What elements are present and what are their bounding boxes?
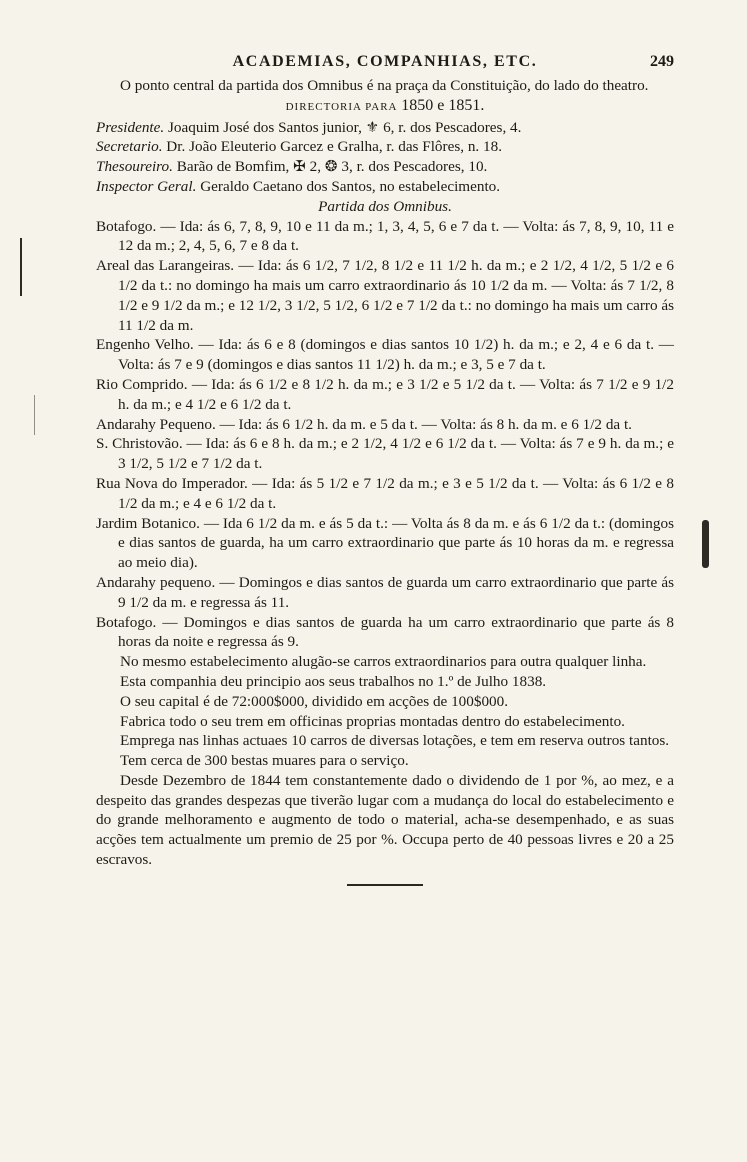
directory-member bbox=[96, 157, 674, 177]
body-paragraph: Tem cerca de 300 bestas muares para o serviço. bbox=[120, 752, 409, 770]
closing-rule bbox=[347, 884, 423, 886]
member-role: Presidente. bbox=[96, 118, 165, 136]
directory-label: DIRECTORIA PARA bbox=[285, 100, 398, 113]
body-paragraph: Fabrica todo o seu trem em officinas proprias montadas dentro do estabelecimento. bbox=[120, 712, 625, 730]
member-role: Inspector Geral. bbox=[96, 177, 197, 195]
directory-member bbox=[96, 137, 674, 157]
member-role: Secretario. bbox=[96, 138, 163, 156]
member-text: Dr. João Eleuterio Garcez e Gralha, r. das Flôres, n. 18. bbox=[166, 138, 503, 156]
member-text: Joaquim José dos Santos junior, ⚜ 6, r. dos Pescadores, 4. bbox=[167, 118, 522, 136]
schedule-entry: Botafogo. — Domingos e dias santos de guarda ha um carro extraordinario que parte ás 8 horas da noite e regressa ás 9. bbox=[96, 613, 674, 651]
page-number: 249 bbox=[650, 53, 674, 70]
body-paragraph: Desde Dezembro de 1844 tem constantemente dado o dividendo de 1 por %, ao mez, e a despeito das grandes despezas que tiverão lugar com a mudança do local do estabelecimento e do grande melhoramento e augmento de todo o material, acha-se desempenhado, e as suas acções tem actualmente um premio de 25 por %. Occupa perto de 40 pessoas livres e 20 a 25 escravos. bbox=[96, 771, 674, 869]
schedule-entry: Andarahy pequeno. — Domingos e dias santos de guarda um carro extraordinario que parte ás 9 1/2 da m. e regressa ás 11. bbox=[96, 573, 674, 611]
schedule-entry: Botafogo. — Ida: ás 6, 7, 8, 9, 10 e 11 da m.; 1, 3, 4, 5, 6 e 7 da t. — Volta: ás 7, 8, 9, 10, 11 e 12 da m.; 2, 4, 5, 6, 7 e 8 da t. bbox=[96, 217, 674, 255]
schedule-entry: S. Christovão. — Ida: ás 6 e 8 h. da m.; e 2 1/2, 4 1/2 e 6 1/2 da t. — Volta: ás 7 e 9 h. da m.; e 3 1/2, 5 1/2 e 7 1/2 da t. bbox=[96, 435, 674, 473]
margin-mark-left bbox=[20, 238, 22, 296]
directory-heading bbox=[96, 96, 674, 118]
header-title: ACADEMIAS, COMPANHIAS, ETC. bbox=[232, 53, 538, 70]
schedule-entry: Rua Nova do Imperador. — Ida: ás 5 1/2 e 7 1/2 da m.; e 3 e 5 1/2 da t. — Volta: ás 6 1/2 e 8 1/2 da m.; e 4 e 6 1/2 da t. bbox=[96, 474, 674, 512]
body-paragraph: No mesmo estabelecimento alugão-se carros extraordinarios para outra qualquer linha. bbox=[120, 653, 647, 671]
body-paragraph: O seu capital é de 72:000$000, dividido em acções de 100$000. bbox=[120, 692, 509, 710]
schedule-title: Partida dos Omnibus. bbox=[318, 197, 452, 215]
book-page bbox=[96, 52, 674, 886]
member-role: Thesoureiro. bbox=[96, 158, 173, 176]
schedule-entry: Engenho Velho. — Ida: ás 6 e 8 (domingos e dias santos 10 1/2) h. da m.; e 2, 4 e 6 da t. — Volta: ás 7 e 9 (domingos e dias santos 11 1/2) h. da m.; e 3, 5 e 7 da t. bbox=[96, 336, 674, 374]
schedule-entry: Andarahy Pequeno. — Ida: ás 6 1/2 h. da m. e 5 da t. — Volta: ás 8 h. da m. e 6 1/2 da t. bbox=[96, 415, 632, 433]
schedule-entry: Jardim Botanico. — Ida 6 1/2 da m. e ás 5 da t.: — Volta ás 8 da m. e ás 6 1/2 da t.: (domingos e dias santos de guarda, ha um carro extraordinario que parte ás 10 horas da m. e regressa ao meio dia). bbox=[96, 514, 674, 572]
body-paragraph: Esta companhia deu principio aos seus trabalhos no 1.º de Julho 1838. bbox=[120, 672, 547, 690]
body-paragraph: Emprega nas linhas actuaes 10 carros de diversas lotações, e tem em reserva outros tantos. bbox=[120, 732, 670, 750]
directory-member bbox=[96, 118, 674, 138]
directory-member bbox=[96, 177, 674, 197]
directory-years: 1850 e 1851. bbox=[401, 96, 485, 114]
schedule-entry: Areal das Larangeiras. — Ida: ás 6 1/2, 7 1/2, 8 1/2 e 11 1/2 h. da m.; e 2 1/2, 4 1/2, 5 1/2 e 6 1/2 da t.: no domingo ha mais um carro extraordinario ás 10 1/2 da m. — Volta: ás 7 1/2, 8 1/2 e 9 1/2 da m.; e 12 1/2, 3 1/2, 5 1/2, 6 1/2 e 7 1/2 da t.: no domingo ha mais um carro ás 11 1/2 da m. bbox=[96, 257, 674, 334]
schedule-entry: Rio Comprido. — Ida: ás 6 1/2 e 8 1/2 h. da m.; e 3 1/2 e 5 1/2 da t. — Volta: ás 7 1/2 e 9 1/2 h. da m.; e 4 1/2 e 6 1/2 da t. bbox=[96, 375, 674, 413]
margin-mark-right bbox=[702, 520, 709, 568]
member-text: Geraldo Caetano dos Santos, no estabelecimento. bbox=[200, 177, 501, 195]
margin-mark-left-lower bbox=[34, 395, 35, 435]
running-header bbox=[96, 52, 674, 76]
intro-paragraph: O ponto central da partida dos Omnibus é na praça da Constituição, do lado do theatro. bbox=[120, 77, 649, 94]
member-text: Barão de Bomfim, ✠ 2, ❂ 3, r. dos Pescadores, 10. bbox=[176, 158, 488, 176]
